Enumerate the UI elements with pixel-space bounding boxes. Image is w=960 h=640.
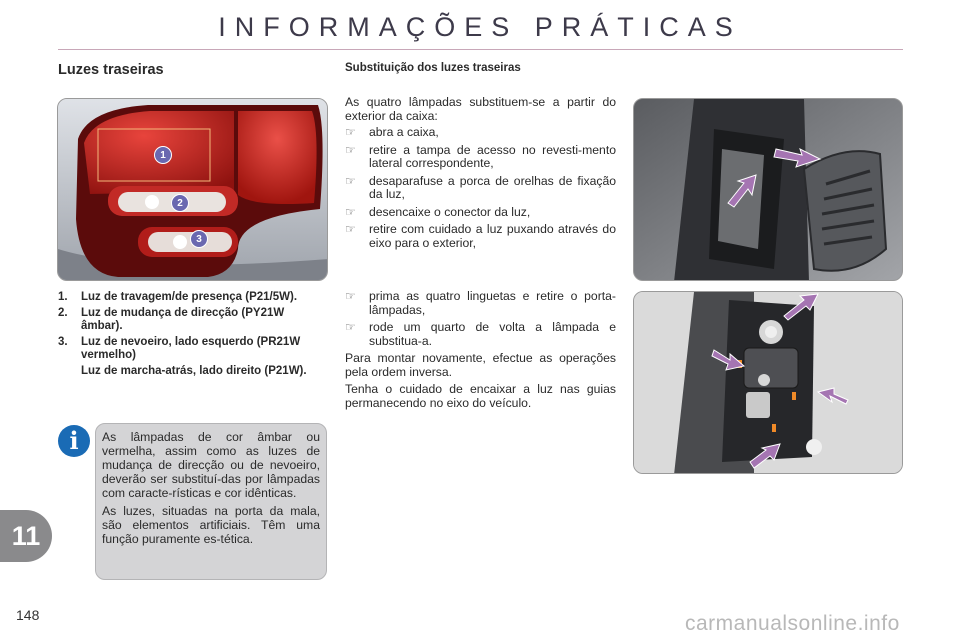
step-text: prima as quatro linguetas e retire o porta-lâmpadas,	[369, 289, 616, 317]
pointing-hand-icon: ☞	[345, 125, 356, 139]
page-number: 148	[16, 607, 40, 623]
list-item	[345, 126, 616, 140]
pointing-hand-icon: ☞	[345, 142, 356, 157]
steps-list-1	[345, 126, 616, 254]
bulb-holder-photo	[633, 291, 903, 474]
legend-text: Luz de travagem/de presença (P21/5W).	[81, 291, 298, 303]
step-text: retire a tampa de acesso no revesti-mento lateral correspondente,	[369, 142, 616, 170]
list-item	[345, 175, 616, 202]
step-text: abra a caixa,	[369, 125, 439, 139]
pointing-hand-icon: ☞	[345, 173, 356, 188]
chapter-tab: 11	[0, 510, 52, 562]
guide-note-text: Tenha o cuidado de encaixar a luz nas guias permanecendo no eixo do veículo.	[345, 382, 616, 410]
step-text: rode um quarto de volta a lâmpada e substitua-a.	[369, 320, 616, 348]
legend-item	[58, 291, 328, 304]
list-item	[345, 206, 616, 220]
info-paragraph: As lâmpadas de cor âmbar ou vermelha, assim como as luzes de mudança de direcção ou de nevoeiro, deverão ser substituí-das por lâmpadas com caracte-rísticas e cor idênticas.	[102, 430, 320, 500]
legend-text: Luz de nevoeiro, lado esquerdo (PR21W vermelho)	[81, 336, 301, 361]
legend-extra: Luz de marcha-atrás, lado direito (P21W).	[81, 365, 307, 377]
header-divider	[58, 49, 903, 50]
step-text: retire com cuidado a luz puxando através do eixo para o exterior,	[369, 222, 616, 250]
step-text: desencaixe o conector da luz,	[369, 204, 531, 219]
pointing-hand-icon: ☞	[345, 204, 356, 219]
trunk-access-photo	[633, 98, 903, 281]
info-paragraph: As luzes, situadas na porta da mala, são elementos artificiais. Têm uma função puramente es-tética.	[102, 504, 320, 546]
info-icon: i	[58, 425, 90, 457]
callout-3: 3	[190, 230, 208, 248]
callout-2: 2	[171, 194, 189, 212]
section-title-rear-lights: Luzes traseiras	[58, 62, 164, 78]
bulb-legend	[58, 291, 328, 378]
pointing-hand-icon: ☞	[345, 289, 356, 303]
page-title: INFORMAÇÕES PRÁTICAS	[218, 12, 742, 42]
pointing-hand-icon: ☞	[345, 320, 356, 334]
legend-number: 1.	[58, 291, 68, 303]
legend-text: Luz de mudança de direcção (PY21W âmbar).	[81, 307, 285, 332]
pointing-hand-icon: ☞	[345, 222, 356, 236]
list-item	[345, 321, 616, 348]
legend-number: 3.	[58, 336, 68, 348]
tail-lamp-photo	[57, 98, 328, 281]
legend-item	[58, 307, 328, 333]
reassembly-text: Para montar novamente, efectue as operações pela ordem inversa.	[345, 351, 616, 379]
steps-block-2	[345, 290, 616, 414]
list-item	[345, 223, 616, 250]
step-text: desaparafuse a porca de orelhas de fixação da luz,	[369, 173, 616, 201]
intro-text: As quatro lâmpadas substituem-se a partir do exterior da caixa:	[345, 95, 616, 123]
steps-list-2	[345, 290, 616, 348]
watermark: carmanualsonline.info	[685, 612, 900, 635]
section-title-replacement: Substituição dos luzes traseiras	[345, 62, 521, 74]
callout-1: 1	[154, 146, 172, 164]
legend-number: 2.	[58, 307, 68, 319]
info-note	[95, 423, 327, 580]
legend-item	[58, 336, 328, 362]
list-item	[345, 144, 616, 171]
list-item	[345, 290, 616, 317]
